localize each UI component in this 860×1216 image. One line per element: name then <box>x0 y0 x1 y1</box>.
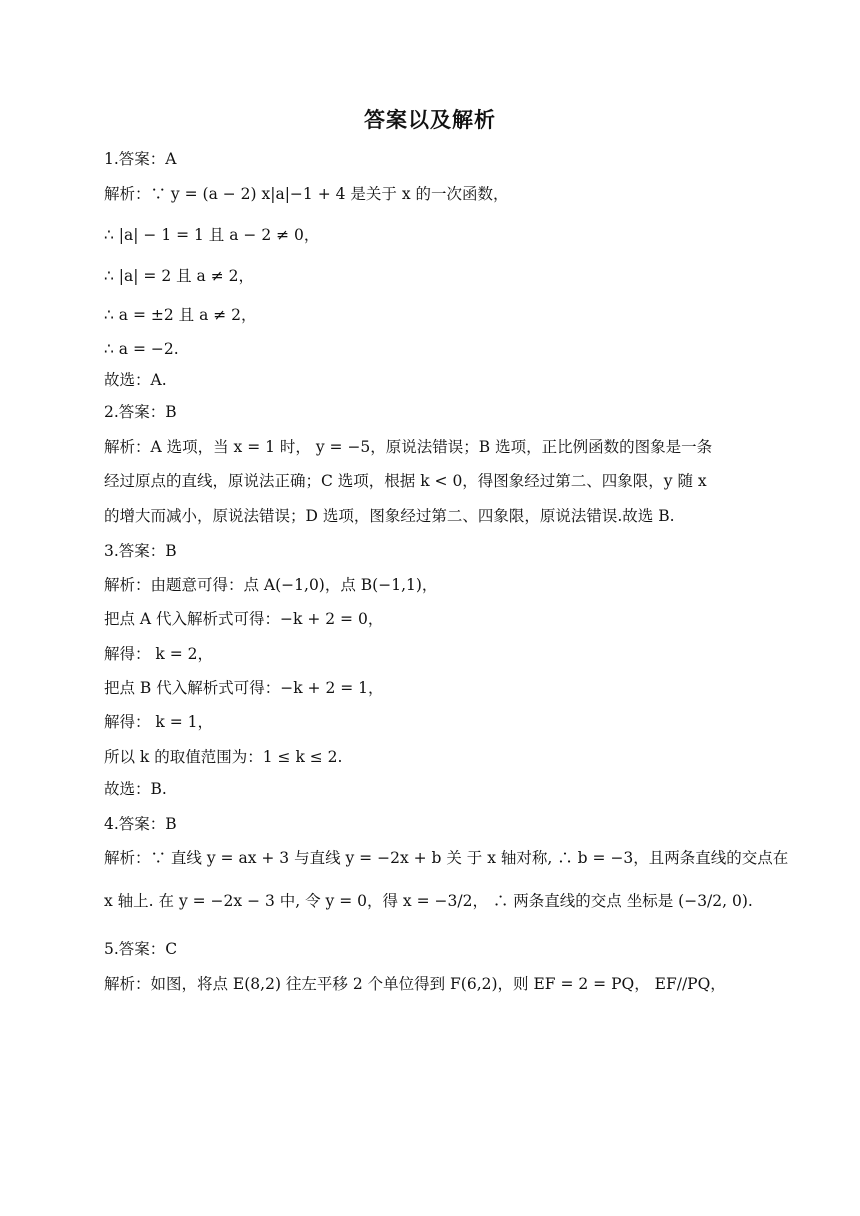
answer-3-heading: 3.答案：B <box>104 542 177 560</box>
answer-5-heading: 5.答案：C <box>104 940 178 958</box>
answer-2-line: 解析：A 选项，当 x = 1 时， y = −5，原说法错误；B 选项，正比例函数的图象是一条 <box>104 438 713 456</box>
answer-1-line: ∴ |a| = 2 且 a ≠ 2， <box>104 267 254 285</box>
answer-5-line: 解析：如图，将点 E(8,2) 往左平移 2 个单位得到 F(6,2)，则 EF = 2 = PQ， EF//PQ， <box>104 975 726 993</box>
answer-1-line: ∴ |a| − 1 = 1 且 a − 2 ≠ 0， <box>104 226 320 244</box>
answer-3-line: 把点 B 代入解析式可得：−k + 2 = 1， <box>104 679 384 697</box>
answer-2-line: 的增大而减小，原说法错误；D 选项，图象经过第二、四象限，原说法错误.故选 B. <box>104 507 675 525</box>
answer-3-line: 把点 A 代入解析式可得：−k + 2 = 0， <box>104 610 384 628</box>
answer-1-line: 解析：∵ y = (a − 2) x|a|−1 + 4 是关于 x 的一次函数， <box>104 185 509 203</box>
answer-4-line: x 轴上. 在 y = −2x − 3 中, 令 y = 0，得 x = −3/2， ∴ 两条直线的交点 坐标是 (−3/2, 0). <box>104 892 753 910</box>
answer-4-heading: 4.答案：B <box>104 815 177 833</box>
answer-3-line: 解得： k = 1， <box>104 713 214 731</box>
answer-1-line: 故选：A. <box>104 371 167 389</box>
answer-2-heading: 2.答案：B <box>104 403 177 421</box>
answer-4-line: 解析：∵ 直线 y = ax + 3 与直线 y = −2x + b 关 于 x 轴对称, ∴ b = −3，且两条直线的交点在 <box>104 849 789 867</box>
answer-1-line: ∴ a = ±2 且 a ≠ 2， <box>104 306 257 324</box>
page-title: 答案以及解析 <box>364 108 496 132</box>
answer-3-line: 故选：B. <box>104 780 167 798</box>
answer-2-line: 经过原点的直线，原说法正确；C 选项，根据 k < 0，得图象经过第二、四象限，y 随 x <box>104 472 707 490</box>
answer-3-line: 解得： k = 2， <box>104 645 214 663</box>
answer-3-line: 解析：由题意可得：点 A(−1,0)，点 B(−1,1)， <box>104 576 438 594</box>
answer-1-line: ∴ a = −2. <box>104 340 179 358</box>
answer-1-heading: 1.答案：A <box>104 150 177 168</box>
answer-3-line: 所以 k 的取值范围为：1 ≤ k ≤ 2. <box>104 748 343 766</box>
